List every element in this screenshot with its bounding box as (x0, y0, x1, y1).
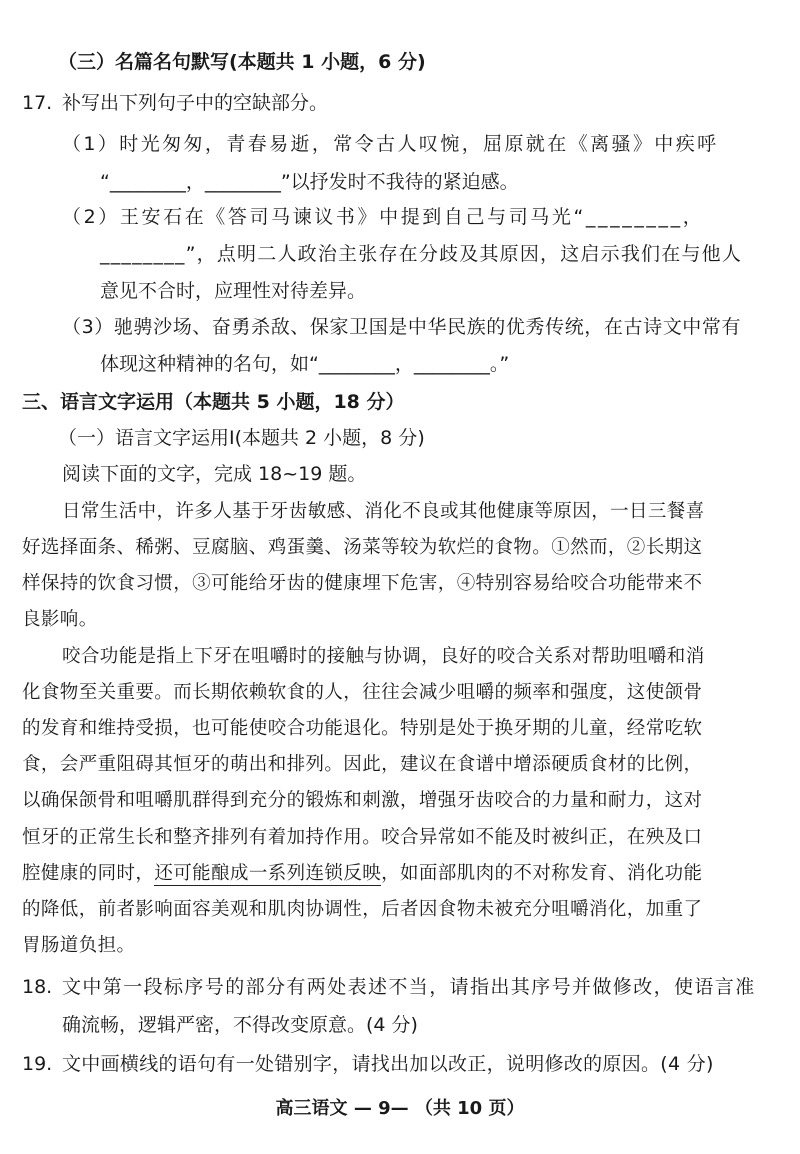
passage-p2-line3: 的发育和维持受损，也可能使咬合功能退化。特别是处于换牙期的儿童，经常吃软 (22, 718, 703, 739)
passage-p2-line4: 食，会严重阻碍其恒牙的萌出和排列。因此，建议在食谱中增添硬质食材的比例， (22, 754, 703, 775)
question-19-line1: 文中画横线的语句有一处错别字，请找出加以改正，说明修改的原因。(4 分) (62, 1053, 714, 1075)
passage-p2-line9: 胃肠道负担。 (22, 935, 136, 956)
passage-p1-line4: 良影响。 (22, 609, 98, 630)
page-footer: 高三语文 — 9— （共 10 页） (275, 1098, 525, 1119)
q17-item1-line2: “________，________”以抒发时不我待的紧迫感。 (100, 171, 519, 193)
passage-p2-line7-start: 腔健康的同时， (22, 863, 155, 884)
passage-p2-line7 (22, 862, 702, 886)
passage-p2-line6: 恒牙的正常生长和整齐排列有着加持作用。咬合异常如不能及时被纠正，在殃及口 (22, 827, 703, 848)
section-poetry-heading: （三）名篇名句默写(本题共 1 小题，6 分) (58, 51, 426, 73)
passage-p1-line2: 好选择面条、稀粥、豆腐脑、鸡蛋羹、汤菜等较为软烂的食物。①然而，②长期这 (22, 537, 703, 558)
question-17-stem: 补写出下列句子中的空缺部分。 (62, 92, 329, 114)
underlined-sentence: 还可能酿成一系列连锁反映 (154, 863, 382, 884)
passage-p2-line5: 以确保颌骨和咀嚼肌群得到充分的锻炼和刺激，增强牙齿咬合的力量和耐力，这对 (22, 790, 703, 811)
passage-p2-line8: 的降低，前者影响面容美观和肌肉协调性，后者因食物未被充分咀嚼消化，加重了 (22, 899, 703, 920)
question-18-number: 18. (22, 976, 53, 998)
passage-p2-line2: 化食物至关重要。而长期依赖软食的人，往往会减少咀嚼的频率和强度，这使颌骨 (22, 682, 703, 703)
question-18-line1: 文中第一段标序号的部分有两处表述不当，请指出其序号并做修改，使语言准 (62, 976, 756, 998)
q17-item2-line2: ________”，点明二人政治主张存在分歧及其原因，这启示我们在与他人 (100, 243, 743, 265)
passage-p1-line1: 日常生活中，许多人基于牙齿敏感、消化不良或其他健康等原因，一日三餐喜 (62, 501, 705, 522)
question-18-line2: 确流畅，逻辑严密，不得改变原意。(4 分) (62, 1014, 418, 1036)
reading-instruction: 阅读下面的文字，完成 18~19 题。 (62, 463, 367, 485)
question-19-number: 19. (22, 1053, 53, 1075)
passage-p2-line7-end: ，如面部肌肉的不对称发育、消化功能 (381, 863, 703, 884)
passage-p2-line1: 咬合功能是指上下牙在咀嚼时的接触与协调，良好的咬合关系对帮助咀嚼和消 (62, 646, 705, 667)
q17-item1-line1: （1）时光匆匆，青春易逝，常令古人叹惋，屈原就在《离骚》中疾呼 (62, 133, 719, 155)
q17-item2-line1: （2）王安石在《答司马谏议书》中提到自己与司马光“________， (62, 206, 705, 228)
passage-p1-line3: 样保持的饮食习惯，③可能给牙齿的健康埋下危害，④特别容易给咬合功能带来不 (22, 573, 703, 594)
question-17-number: 17. (22, 92, 53, 114)
q17-item3-line1: （3）驰骋沙场、奋勇杀敌、保家卫国是中华民族的优秀传统，在古诗文中常有 (62, 316, 742, 338)
part3-heading: 三、语言文字运用（本题共 5 小题，18 分） (22, 391, 405, 413)
q17-item3-line2: 体现这种精神的名句，如“________，________。” (100, 353, 510, 375)
q17-item2-line3: 意见不合时，应理性对待差异。 (100, 280, 367, 302)
part3-sub1-heading: （一）语言文字运用Ⅰ(本题共 2 小题，8 分) (58, 427, 425, 449)
